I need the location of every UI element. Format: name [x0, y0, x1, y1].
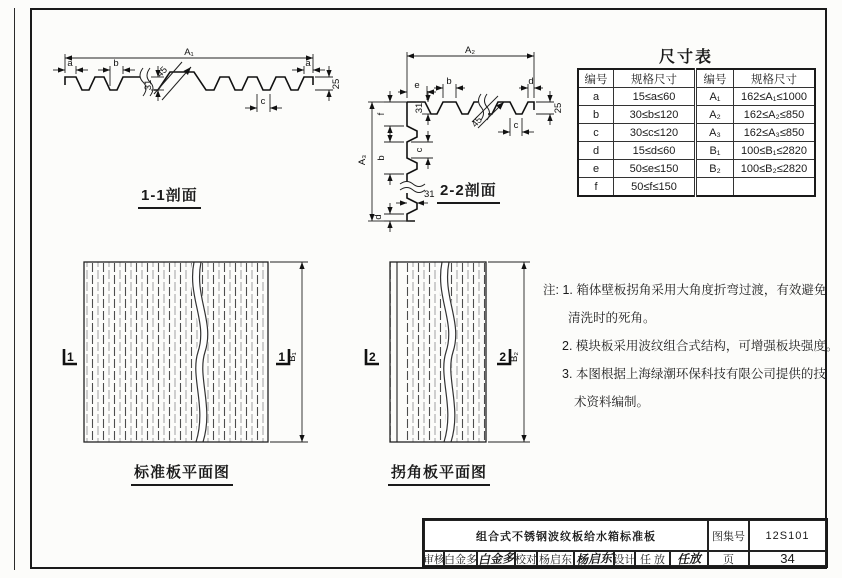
reviewer-name: 白金多 [444, 551, 477, 566]
break-line [479, 94, 484, 120]
designer-label: 设计 [614, 551, 635, 566]
corrugated-profile-2-2-top-right [488, 102, 534, 114]
note-line: 2. 模块板采用波纹组合式结构，可增强板块强度。 [562, 339, 839, 353]
table-row [578, 106, 815, 124]
dim-label-c-left: c [414, 147, 425, 153]
note-line: 注: 1. 箱体壁板拐角采用大角度折弯过渡，有效避免 [543, 283, 827, 297]
dim-label-c-top: c [513, 120, 519, 131]
cell: 50≤e≤150 [614, 160, 696, 178]
dim-label-31-top: 31 [414, 102, 425, 114]
section-cut-number-right: 2 [499, 350, 506, 364]
cell: A₁ [696, 88, 734, 106]
corner-panel-plan-title: 拐角板平面图 [388, 461, 490, 486]
corrugated-profile-2-2-left-bottom [407, 193, 417, 221]
cell: a [578, 88, 614, 106]
checker-label: 校对 [515, 551, 537, 566]
cell: b [578, 106, 614, 124]
corner-panel-plan-drawing [350, 252, 550, 452]
cell: 162≤A₃≤850 [734, 124, 816, 142]
table-row [578, 178, 815, 197]
dim-label-25: 25 [553, 102, 564, 114]
dim-label-25: 25 [331, 78, 342, 90]
designer-signature [670, 551, 708, 566]
dim-label-a3-overall: A₃ [357, 154, 368, 166]
signature: 任放 [676, 551, 702, 567]
reviewer-signature [477, 551, 515, 566]
designer-name: 任 放 [635, 551, 670, 566]
table-row [578, 142, 815, 160]
break-line [400, 188, 425, 193]
cell: d [578, 142, 614, 160]
reviewer-label: 审核 [424, 551, 444, 566]
cell: 162≤A₂≤850 [734, 106, 816, 124]
dim-label-e: e [414, 80, 420, 91]
title-block [422, 518, 828, 568]
size-table-title: 尺寸表 [658, 49, 713, 66]
notes-block [543, 276, 839, 416]
col-header: 规格尺寸 [614, 69, 696, 88]
corrugated-profile-1-1 [65, 77, 140, 90]
cell: B₁ [696, 142, 734, 160]
corrugated-profile-1-1-right [154, 72, 313, 90]
panel-hatch-area [390, 262, 486, 442]
section-cut-number-left: 1 [67, 350, 74, 364]
page-number: 34 [749, 551, 826, 566]
section-cut-number-right: 1 [278, 350, 285, 364]
checker-name: 杨启东 [537, 551, 574, 566]
dim-label-45: 45 [154, 64, 170, 80]
break-line [400, 182, 425, 187]
cell: 30≤b≤120 [614, 106, 696, 124]
binding-margin-line [14, 8, 15, 570]
dim-label-31: 31 [143, 79, 154, 91]
standard-panel-plan-drawing [46, 252, 336, 452]
table-row [578, 88, 815, 106]
col-header: 编号 [696, 69, 734, 88]
cell: 100≤B₁≤2820 [734, 142, 816, 160]
section-cut-number-left: 2 [369, 350, 376, 364]
table-row [578, 124, 815, 142]
size-table [577, 68, 816, 197]
dim-label-a-left: a [67, 58, 73, 69]
panel-hatch-area [84, 262, 268, 442]
note-line: 清洗时的死角。 [568, 311, 656, 325]
dim-label-d-bottom: d [373, 214, 384, 220]
cell: 15≤d≤60 [614, 142, 696, 160]
cell: A₂ [696, 106, 734, 124]
dim-label-a2-overall: A₂ [464, 45, 476, 56]
atlas-number-value: 12S101 [749, 520, 826, 551]
section-2-2-drawing [332, 40, 564, 235]
dim-label-a1-overall: A₁ [184, 47, 194, 58]
dim-label-b-left: b [376, 155, 387, 161]
dim-label-f: f [376, 112, 387, 116]
drawing-title: 组合式不锈钢波纹板给水箱标准板 [424, 520, 708, 551]
dim-label-b: b [113, 58, 119, 69]
cell: f [578, 178, 614, 197]
dim-label-c: c [260, 96, 266, 107]
atlas-number-label: 图集号 [708, 520, 749, 551]
table-row [578, 160, 815, 178]
standard-panel-plan-title: 标准板平面图 [131, 461, 233, 486]
dim-label-b-top: b [446, 76, 452, 87]
cell: B₂ [696, 160, 734, 178]
cell: 162≤A₁≤1000 [734, 88, 816, 106]
col-header: 编号 [578, 69, 614, 88]
dim-label-a-right: a [305, 58, 311, 69]
dim-label-d-top: d [528, 76, 534, 87]
size-table-header-row [578, 69, 815, 88]
dim-label-b1: B₁ [287, 352, 298, 362]
cell: A₃ [696, 124, 734, 142]
col-header: 规格尺寸 [734, 69, 816, 88]
cell: 100≤B₂≤2820 [734, 160, 816, 178]
note-line: 术资料编制。 [574, 395, 650, 409]
cell: e [578, 160, 614, 178]
section-1-1-drawing [52, 44, 342, 194]
cell: c [578, 124, 614, 142]
page-label: 页 [708, 551, 749, 566]
cell: 15≤a≤60 [614, 88, 696, 106]
dim-label-b2: B₂ [509, 351, 520, 363]
cell [734, 178, 816, 197]
dim-label-45: 45 [469, 114, 485, 130]
section-2-2-title: 2-2剖面 [437, 179, 500, 204]
checker-signature [574, 551, 614, 566]
cell: 50≤f≤150 [614, 178, 696, 197]
note-line: 3. 本图根据上海绿潮环保科技有限公司提供的技 [562, 367, 826, 381]
signature: 杨启东 [575, 551, 613, 567]
dim-label-31-bottom: 31 [424, 189, 435, 200]
cell [696, 178, 734, 197]
signature: 白金多 [477, 551, 515, 567]
cell: 30≤c≤120 [614, 124, 696, 142]
section-1-1-title: 1-1剖面 [138, 184, 201, 209]
